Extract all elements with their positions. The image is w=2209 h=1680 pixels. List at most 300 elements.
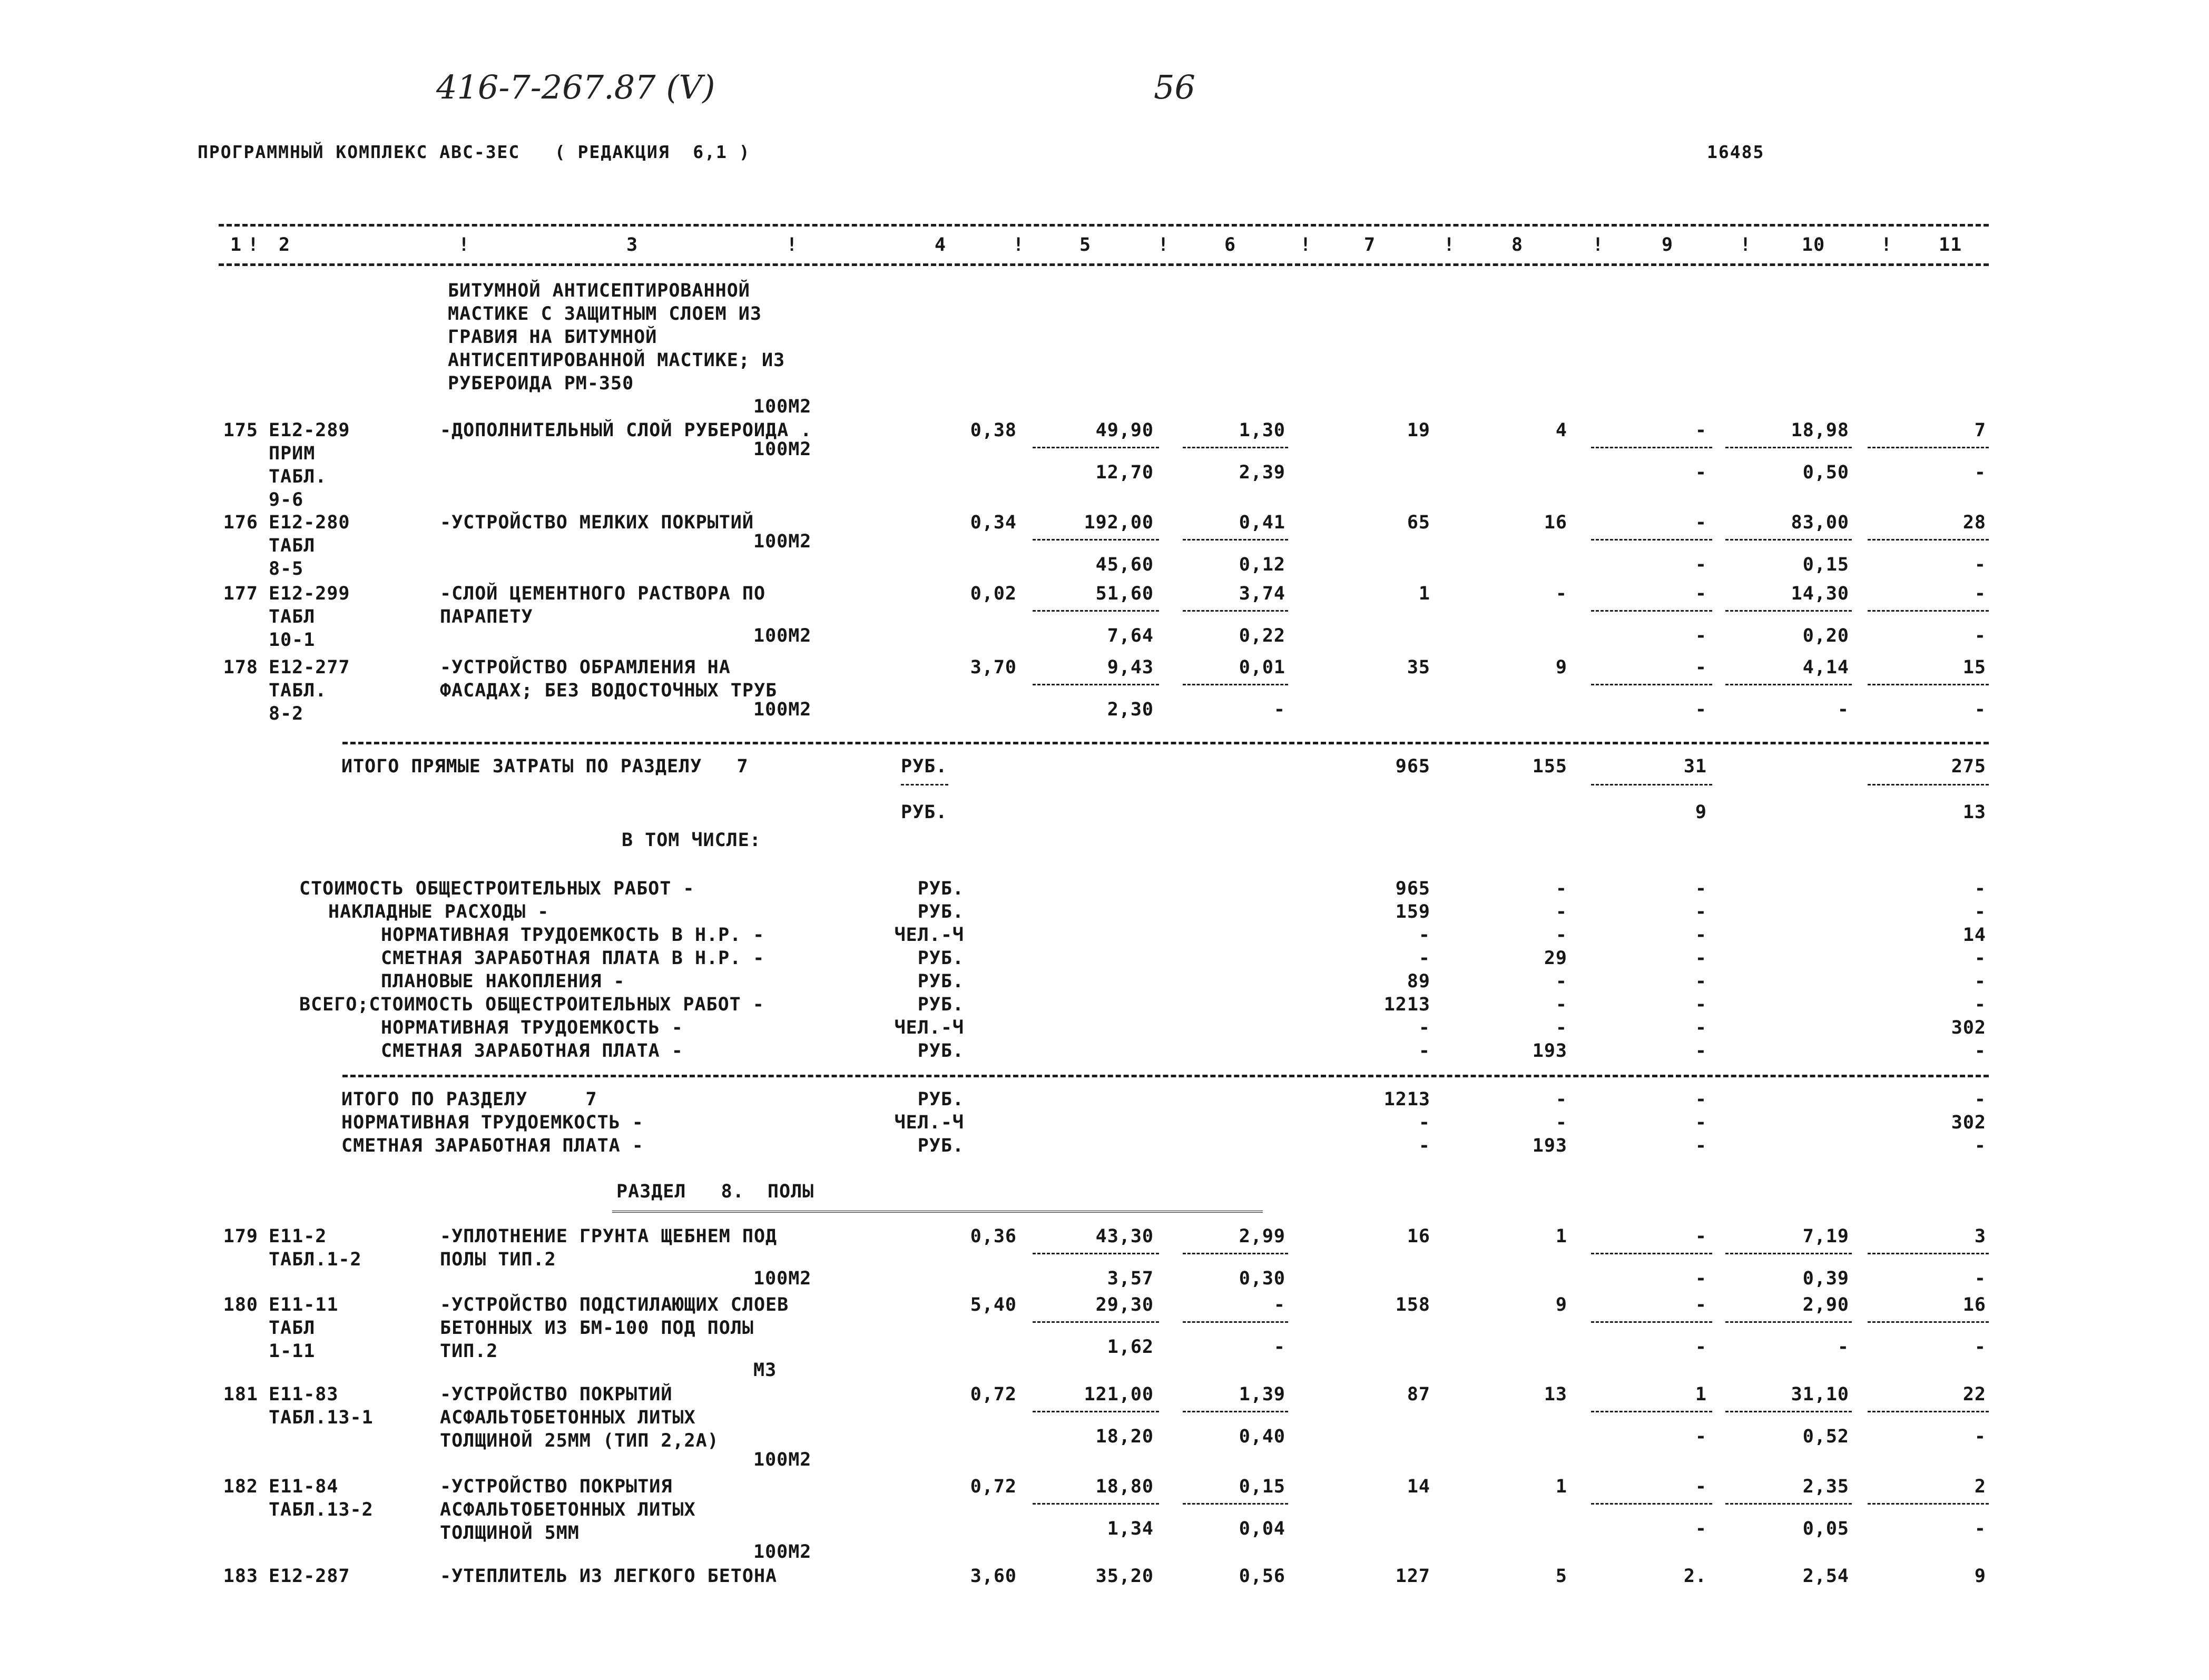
summary-col7: 159 bbox=[1395, 901, 1430, 922]
column-header-6: 6 bbox=[1224, 234, 1236, 256]
item-code: ТАБЛ. bbox=[269, 680, 327, 701]
col11-value-2: - bbox=[1974, 1268, 1986, 1289]
col4-value: 3,60 bbox=[970, 1566, 1017, 1587]
col9-value: - bbox=[1695, 657, 1707, 678]
col8-value: 9 bbox=[1555, 657, 1567, 678]
summary-label: НОРМАТИВНАЯ ТРУДОЕМКОСТЬ - bbox=[381, 1017, 683, 1038]
col9-value-2: - bbox=[1695, 554, 1707, 575]
section-total-col9: 31 bbox=[1683, 756, 1707, 777]
col5-value: 9,43 bbox=[1107, 657, 1154, 678]
section-final-label: ИТОГО ПО РАЗДЕЛУ 7 bbox=[341, 1089, 597, 1110]
summary-col11: - bbox=[1974, 1040, 1986, 1062]
summary-label: ВСЕГО;СТОИМОСТЬ ОБЩЕСТРОИТЕЛЬНЫХ РАБОТ - bbox=[299, 994, 764, 1015]
section-total-label: ИТОГО ПРЯМЫЕ ЗАТРАТЫ ПО РАЗДЕЛУ 7 bbox=[341, 756, 749, 777]
column-header-2: 2 bbox=[278, 234, 291, 256]
col7-value: 158 bbox=[1395, 1294, 1430, 1315]
header-bottom-rule bbox=[219, 263, 1989, 266]
column-header-11: 11 bbox=[1939, 234, 1962, 256]
column-separator: ! bbox=[1881, 234, 1893, 256]
including-label: В ТОМ ЧИСЛЕ: bbox=[622, 830, 761, 851]
col5-value-2: 2,30 bbox=[1107, 699, 1154, 720]
summary-col7: - bbox=[1418, 948, 1430, 969]
item-description: ПОЛЫ ТИП.2 bbox=[440, 1249, 556, 1270]
col10-value: 2,90 bbox=[1802, 1294, 1849, 1315]
rule bbox=[1033, 610, 1159, 612]
col10-value-2: 0,20 bbox=[1802, 625, 1849, 646]
col6-value: 0,41 bbox=[1239, 512, 1285, 533]
section-rule bbox=[342, 1075, 1989, 1077]
continuation-line: БИТУМНОЙ АНТИСЕПТИРОВАННОЙ bbox=[448, 280, 750, 301]
item-code: ТАБЛ.13-2 bbox=[269, 1499, 374, 1520]
rule bbox=[1725, 1253, 1852, 1254]
col4-value: 0,72 bbox=[970, 1476, 1017, 1497]
column-header-7: 7 bbox=[1363, 234, 1376, 256]
summary-label: ПЛАНОВЫЕ НАКОПЛЕНИЯ - bbox=[381, 971, 625, 992]
rule bbox=[1033, 1321, 1159, 1323]
col9-value-2: - bbox=[1695, 625, 1707, 646]
col7-value: 35 bbox=[1407, 657, 1430, 678]
column-header-3: 3 bbox=[626, 234, 639, 256]
item-code: Е12-299 bbox=[269, 583, 350, 604]
summary-col9: - bbox=[1695, 1017, 1707, 1038]
section-final-col11: - bbox=[1974, 1135, 1986, 1156]
col5-value-2: 3,57 bbox=[1107, 1268, 1154, 1289]
summary-col8: - bbox=[1555, 971, 1567, 992]
rule bbox=[1033, 1253, 1159, 1254]
document-number: 16485 bbox=[1707, 142, 1765, 162]
rule bbox=[1591, 539, 1712, 541]
rule bbox=[1033, 1411, 1159, 1412]
item-description: -УСТРОЙСТВО МЕЛКИХ ПОКРЫТИЙ bbox=[440, 512, 754, 533]
item-description: ТОЛЩИНОЙ 25ММ (ТИП 2,2А) bbox=[440, 1430, 719, 1451]
col6-value-2: 0,30 bbox=[1239, 1268, 1285, 1289]
col10-value: 18,98 bbox=[1791, 420, 1849, 441]
item-number: 181 bbox=[223, 1384, 258, 1405]
item-description: -СЛОЙ ЦЕМЕНТНОГО РАСТВОРА ПО bbox=[440, 583, 766, 604]
column-header-1: 1 bbox=[230, 234, 242, 256]
rule bbox=[1183, 1411, 1288, 1412]
column-header-9: 9 bbox=[1661, 234, 1674, 256]
col10-value-2: 0,52 bbox=[1802, 1426, 1849, 1447]
rule bbox=[1591, 1321, 1712, 1323]
col8-value: 4 bbox=[1555, 420, 1567, 441]
col4-value: 0,34 bbox=[970, 512, 1017, 533]
col7-value: 65 bbox=[1407, 512, 1430, 533]
column-separator: ! bbox=[458, 234, 470, 256]
col11-value-2: - bbox=[1974, 699, 1986, 720]
item-description: АСФАЛЬТОБЕТОННЫХ ЛИТЫХ bbox=[440, 1499, 696, 1520]
program-title: ПРОГРАММНЫЙ КОМПЛЕКС АВС-3ЕС ( РЕДАКЦИЯ 6,1 ) bbox=[198, 142, 751, 162]
item-code: 8-5 bbox=[269, 558, 304, 579]
item-code: Е11-84 bbox=[269, 1476, 339, 1497]
rule bbox=[1868, 784, 1989, 785]
col8-value: 1 bbox=[1555, 1226, 1567, 1247]
page-number: 56 bbox=[1154, 68, 1195, 106]
section-total-col11-2: 13 bbox=[1962, 802, 1986, 823]
col11-value: 22 bbox=[1962, 1384, 1986, 1405]
summary-unit: РУБ. bbox=[917, 948, 964, 969]
rule bbox=[1868, 1503, 1989, 1505]
summary-col9: - bbox=[1695, 1040, 1707, 1062]
item-code: Е11-11 bbox=[269, 1294, 339, 1315]
rule bbox=[1033, 447, 1159, 448]
col9-value-2: - bbox=[1695, 1426, 1707, 1447]
col8-value: 9 bbox=[1555, 1294, 1567, 1315]
summary-col9: - bbox=[1695, 925, 1707, 946]
continuation-line: РУБЕРОИДА РМ-350 bbox=[448, 373, 634, 394]
col9-value-2: - bbox=[1695, 699, 1707, 720]
col10-value-2: 0,15 bbox=[1802, 554, 1849, 575]
summary-col7: 89 bbox=[1407, 971, 1430, 992]
rule bbox=[1183, 1503, 1288, 1505]
section-final-unit: ЧЕЛ.-Ч bbox=[894, 1112, 964, 1133]
summary-col11: - bbox=[1974, 878, 1986, 899]
section-final-col7: - bbox=[1418, 1112, 1430, 1133]
section-total-col7: 965 bbox=[1395, 756, 1430, 777]
rule bbox=[901, 784, 948, 785]
summary-col11: - bbox=[1974, 994, 1986, 1015]
col10-value: 31,10 bbox=[1791, 1384, 1849, 1405]
col5-value: 192,00 bbox=[1084, 512, 1154, 533]
column-separator: ! bbox=[1013, 234, 1025, 256]
item-unit: 100М2 bbox=[753, 1268, 812, 1289]
col10-value-2: 0,39 bbox=[1802, 1268, 1849, 1289]
rule bbox=[1725, 447, 1852, 448]
col5-value-2: 1,34 bbox=[1107, 1518, 1154, 1539]
rule bbox=[1725, 610, 1852, 612]
item-number: 180 bbox=[223, 1294, 258, 1315]
col6-value: - bbox=[1273, 1294, 1285, 1315]
col11-value: - bbox=[1974, 583, 1986, 604]
continuation-line: ГРАВИЯ НА БИТУМНОЙ bbox=[448, 327, 657, 348]
rule bbox=[1591, 1503, 1712, 1505]
col7-value: 1 bbox=[1418, 583, 1430, 604]
section-final-col7: 1213 bbox=[1383, 1089, 1430, 1110]
col10-value-2: - bbox=[1837, 699, 1849, 720]
section-total-unit-2: РУБ. bbox=[901, 802, 948, 823]
col5-value: 35,20 bbox=[1095, 1566, 1154, 1587]
item-unit: 100М2 bbox=[753, 699, 812, 720]
summary-col9: - bbox=[1695, 878, 1707, 899]
summary-col8: - bbox=[1555, 994, 1567, 1015]
col10-value-2: - bbox=[1837, 1337, 1849, 1358]
item-number: 175 bbox=[223, 420, 258, 441]
item-description: ПАРАПЕТУ bbox=[440, 606, 533, 627]
col6-value-2: - bbox=[1273, 699, 1285, 720]
rule bbox=[1725, 539, 1852, 541]
col6-value: 0,56 bbox=[1239, 1566, 1285, 1587]
col11-value-2: - bbox=[1974, 625, 1986, 646]
col8-value: - bbox=[1555, 583, 1567, 604]
col10-value-2: 0,50 bbox=[1802, 462, 1849, 483]
rule bbox=[1868, 1411, 1989, 1412]
col6-value-2: 0,22 bbox=[1239, 625, 1285, 646]
item-code: 9-6 bbox=[269, 489, 304, 510]
summary-label: СТОИМОСТЬ ОБЩЕСТРОИТЕЛЬНЫХ РАБОТ - bbox=[299, 878, 695, 899]
item-code: ТАБЛ bbox=[269, 606, 316, 627]
item-description: ТИП.2 bbox=[440, 1341, 498, 1362]
rule bbox=[1725, 1321, 1852, 1323]
col9-value-2: - bbox=[1695, 1518, 1707, 1539]
col11-value-2: - bbox=[1974, 1426, 1986, 1447]
item-code: Е12-277 bbox=[269, 657, 350, 678]
summary-col8: 29 bbox=[1544, 948, 1567, 969]
rule bbox=[1725, 1503, 1852, 1505]
summary-label: СМЕТНАЯ ЗАРАБОТНАЯ ПЛАТА - bbox=[381, 1040, 683, 1062]
rule bbox=[1183, 1321, 1288, 1323]
section-final-label: НОРМАТИВНАЯ ТРУДОЕМКОСТЬ - bbox=[341, 1112, 644, 1133]
item-description: -УТЕПЛИТЕЛЬ ИЗ ЛЕГКОГО БЕТОНА bbox=[440, 1566, 778, 1587]
column-separator: ! bbox=[1444, 234, 1456, 256]
column-header-4: 4 bbox=[934, 234, 947, 256]
summary-unit: ЧЕЛ.-Ч bbox=[894, 1017, 964, 1038]
col8-value: 13 bbox=[1544, 1384, 1567, 1405]
section-final-col7: - bbox=[1418, 1135, 1430, 1156]
col9-value-2: - bbox=[1695, 1337, 1707, 1358]
col9-value: - bbox=[1695, 583, 1707, 604]
item-number: 177 bbox=[223, 583, 258, 604]
col11-value: 15 bbox=[1962, 657, 1986, 678]
col11-value: 9 bbox=[1974, 1566, 1986, 1587]
col5-value: 121,00 bbox=[1084, 1384, 1154, 1405]
col6-value: 2,99 bbox=[1239, 1226, 1285, 1247]
summary-col9: - bbox=[1695, 948, 1707, 969]
column-separator: ! bbox=[1592, 234, 1604, 256]
col5-value: 49,90 bbox=[1095, 420, 1154, 441]
summary-col11: - bbox=[1974, 948, 1986, 969]
item-description: -ДОПОЛНИТЕЛЬНЫЙ СЛОЙ РУБЕРОИДА . bbox=[440, 420, 812, 441]
section-title-underline bbox=[612, 1211, 1263, 1213]
section-final-label: СМЕТНАЯ ЗАРАБОТНАЯ ПЛАТА - bbox=[341, 1135, 644, 1156]
item-unit: 100М2 bbox=[753, 1449, 812, 1470]
rule bbox=[1868, 1253, 1989, 1254]
col4-value: 0,02 bbox=[970, 583, 1017, 604]
column-separator: ! bbox=[1157, 234, 1170, 256]
item-code: ТАБЛ bbox=[269, 535, 316, 556]
col6-value: 1,30 bbox=[1239, 420, 1285, 441]
item-code: Е11-2 bbox=[269, 1226, 327, 1247]
section-final-unit: РУБ. bbox=[917, 1135, 964, 1156]
col8-value: 16 bbox=[1544, 512, 1567, 533]
item-code: ТАБЛ. bbox=[269, 466, 327, 487]
rule bbox=[1183, 610, 1288, 612]
col5-value-2: 1,62 bbox=[1107, 1337, 1154, 1358]
item-number: 179 bbox=[223, 1226, 258, 1247]
item-description: -УСТРОЙСТВО ОБРАМЛЕНИЯ НА bbox=[440, 657, 731, 678]
col7-value: 16 bbox=[1407, 1226, 1430, 1247]
document-code: 416-7-267.87 (V) bbox=[436, 68, 715, 106]
section-total-unit: РУБ. bbox=[901, 756, 948, 777]
summary-col9: - bbox=[1695, 901, 1707, 922]
summary-label: СМЕТНАЯ ЗАРАБОТНАЯ ПЛАТА В Н.Р. - bbox=[381, 948, 765, 969]
section-final-col8: - bbox=[1555, 1089, 1567, 1110]
col6-value-2: 0,12 bbox=[1239, 554, 1285, 575]
col4-value: 0,36 bbox=[970, 1226, 1017, 1247]
item-code: Е12-280 bbox=[269, 512, 350, 533]
column-header-5: 5 bbox=[1079, 234, 1092, 256]
col6-value-2: 2,39 bbox=[1239, 462, 1285, 483]
item-description: БЕТОННЫХ ИЗ БМ-100 ПОД ПОЛЫ bbox=[440, 1318, 754, 1339]
item-unit: 100М2 bbox=[753, 1541, 812, 1563]
section-rule bbox=[342, 742, 1989, 744]
item-unit: 100М2 bbox=[753, 439, 812, 460]
section-total-col11: 275 bbox=[1951, 756, 1986, 777]
col11-value: 16 bbox=[1962, 1294, 1986, 1315]
section-total-col8: 155 bbox=[1532, 756, 1567, 777]
item-code: Е11-83 bbox=[269, 1384, 339, 1405]
col6-value: 0,15 bbox=[1239, 1476, 1285, 1497]
col8-value: 1 bbox=[1555, 1476, 1567, 1497]
rule bbox=[1868, 539, 1989, 541]
rule bbox=[1183, 539, 1288, 541]
rule bbox=[1033, 1503, 1159, 1505]
item-unit: 100М2 bbox=[753, 531, 812, 552]
col11-value-2: - bbox=[1974, 554, 1986, 575]
col4-value: 0,72 bbox=[970, 1384, 1017, 1405]
col7-value: 87 bbox=[1407, 1384, 1430, 1405]
item-number: 176 bbox=[223, 512, 258, 533]
col4-value: 0,38 bbox=[970, 420, 1017, 441]
col6-value: 1,39 bbox=[1239, 1384, 1285, 1405]
summary-col8: - bbox=[1555, 1017, 1567, 1038]
summary-label: НАКЛАДНЫЕ РАСХОДЫ - bbox=[328, 901, 549, 922]
column-separator: ! bbox=[248, 234, 260, 256]
section-final-col9: - bbox=[1695, 1089, 1707, 1110]
item-code: ТАБЛ.13-1 bbox=[269, 1407, 374, 1428]
item-code: ТАБЛ.1-2 bbox=[269, 1249, 362, 1270]
rule bbox=[1591, 610, 1712, 612]
item-description: -УСТРОЙСТВО ПОКРЫТИЙ bbox=[440, 1384, 673, 1405]
summary-unit: РУБ. bbox=[917, 878, 964, 899]
rule bbox=[1868, 610, 1989, 612]
section-final-col8: 193 bbox=[1532, 1135, 1567, 1156]
col11-value-2: - bbox=[1974, 1337, 1986, 1358]
col5-value: 51,60 bbox=[1095, 583, 1154, 604]
rule bbox=[1591, 447, 1712, 448]
rule bbox=[1033, 684, 1159, 685]
col9-value: - bbox=[1695, 1226, 1707, 1247]
summary-unit: РУБ. bbox=[917, 971, 964, 992]
column-separator: ! bbox=[1740, 234, 1752, 256]
summary-col7: 965 bbox=[1395, 878, 1430, 899]
summary-col11: - bbox=[1974, 901, 1986, 922]
col4-value: 5,40 bbox=[970, 1294, 1017, 1315]
item-unit: 100М2 bbox=[753, 625, 812, 646]
col9-value-2: - bbox=[1695, 462, 1707, 483]
summary-col7: - bbox=[1418, 1040, 1430, 1062]
item-description: АСФАЛЬТОБЕТОННЫХ ЛИТЫХ bbox=[440, 1407, 696, 1428]
section-final-unit: РУБ. bbox=[917, 1089, 964, 1110]
column-separator: ! bbox=[786, 234, 798, 256]
summary-unit: РУБ. bbox=[917, 994, 964, 1015]
col6-value: 0,01 bbox=[1239, 657, 1285, 678]
item-unit: М3 bbox=[753, 1360, 777, 1381]
section-title: РАЗДЕЛ 8. ПОЛЫ bbox=[616, 1181, 814, 1202]
col10-value-2: 0,05 bbox=[1802, 1518, 1849, 1539]
summary-unit: ЧЕЛ.-Ч bbox=[894, 925, 964, 946]
summary-unit: РУБ. bbox=[917, 1040, 964, 1062]
item-code: ТАБЛ bbox=[269, 1318, 316, 1339]
col9-value: - bbox=[1695, 1294, 1707, 1315]
summary-col7: - bbox=[1418, 1017, 1430, 1038]
item-description: -УСТРОЙСТВО ПОКРЫТИЯ bbox=[440, 1476, 673, 1497]
continuation-line: МАСТИКЕ С ЗАЩИТНЫМ СЛОЕМ ИЗ bbox=[448, 303, 762, 325]
rule bbox=[1725, 684, 1852, 685]
item-code: Е12-287 bbox=[269, 1566, 350, 1587]
header-top-rule bbox=[219, 224, 1989, 227]
summary-col7: - bbox=[1418, 925, 1430, 946]
rule bbox=[1591, 784, 1712, 785]
col5-value: 18,80 bbox=[1095, 1476, 1154, 1497]
col10-value: 4,14 bbox=[1802, 657, 1849, 678]
section-final-col9: - bbox=[1695, 1112, 1707, 1133]
item-code: 10-1 bbox=[269, 630, 316, 651]
rule bbox=[1868, 1321, 1989, 1323]
item-code: Е12-289 bbox=[269, 420, 350, 441]
item-code: ПРИМ bbox=[269, 443, 316, 464]
col5-value: 29,30 bbox=[1095, 1294, 1154, 1315]
section-final-col9: - bbox=[1695, 1135, 1707, 1156]
rule bbox=[1868, 447, 1989, 448]
col6-value-2: 0,40 bbox=[1239, 1426, 1285, 1447]
section-final-col8: - bbox=[1555, 1112, 1567, 1133]
section-final-col11: - bbox=[1974, 1089, 1986, 1110]
summary-col9: - bbox=[1695, 971, 1707, 992]
rule bbox=[1591, 1253, 1712, 1254]
col7-value: 127 bbox=[1395, 1566, 1430, 1587]
continuation-unit: 100М2 bbox=[753, 396, 812, 417]
summary-unit: РУБ. bbox=[917, 901, 964, 922]
col10-value: 14,30 bbox=[1791, 583, 1849, 604]
col11-value: 7 bbox=[1974, 420, 1986, 441]
col10-value: 2,35 bbox=[1802, 1476, 1849, 1497]
rule bbox=[1591, 1411, 1712, 1412]
rule bbox=[1183, 684, 1288, 685]
continuation-line: АНТИСЕПТИРОВАННОЙ МАСТИКЕ; ИЗ bbox=[448, 350, 786, 371]
col11-value-2: - bbox=[1974, 1518, 1986, 1539]
rule bbox=[1591, 684, 1712, 685]
col11-value: 2 bbox=[1974, 1476, 1986, 1497]
item-description: -УПЛОТНЕНИЕ ГРУНТА ЩЕБНЕМ ПОД bbox=[440, 1226, 778, 1247]
col4-value: 3,70 bbox=[970, 657, 1017, 678]
column-separator: ! bbox=[1300, 234, 1312, 256]
item-description: ФАСАДАХ; БЕЗ ВОДОСТОЧНЫХ ТРУБ bbox=[440, 680, 778, 701]
summary-col11: - bbox=[1974, 971, 1986, 992]
item-number: 178 bbox=[223, 657, 258, 678]
col9-value: 1 bbox=[1695, 1384, 1707, 1405]
col5-value-2: 18,20 bbox=[1095, 1426, 1154, 1447]
col7-value: 19 bbox=[1407, 420, 1430, 441]
col8-value: 5 bbox=[1555, 1566, 1567, 1587]
item-description: ТОЛЩИНОЙ 5ММ bbox=[440, 1522, 580, 1544]
item-number: 183 bbox=[223, 1566, 258, 1587]
col5-value: 43,30 bbox=[1095, 1226, 1154, 1247]
col9-value: 2. bbox=[1683, 1566, 1707, 1587]
col11-value: 3 bbox=[1974, 1226, 1986, 1247]
summary-col8: - bbox=[1555, 925, 1567, 946]
column-header-8: 8 bbox=[1511, 234, 1524, 256]
col6-value-2: 0,04 bbox=[1239, 1518, 1285, 1539]
col5-value-2: 7,64 bbox=[1107, 625, 1154, 646]
summary-col7: 1213 bbox=[1383, 994, 1430, 1015]
item-number: 182 bbox=[223, 1476, 258, 1497]
col10-value: 7,19 bbox=[1802, 1226, 1849, 1247]
col6-value: 3,74 bbox=[1239, 583, 1285, 604]
rule bbox=[1033, 539, 1159, 541]
column-header-10: 10 bbox=[1802, 234, 1825, 256]
summary-col11: 302 bbox=[1951, 1017, 1986, 1038]
col11-value: 28 bbox=[1962, 512, 1986, 533]
